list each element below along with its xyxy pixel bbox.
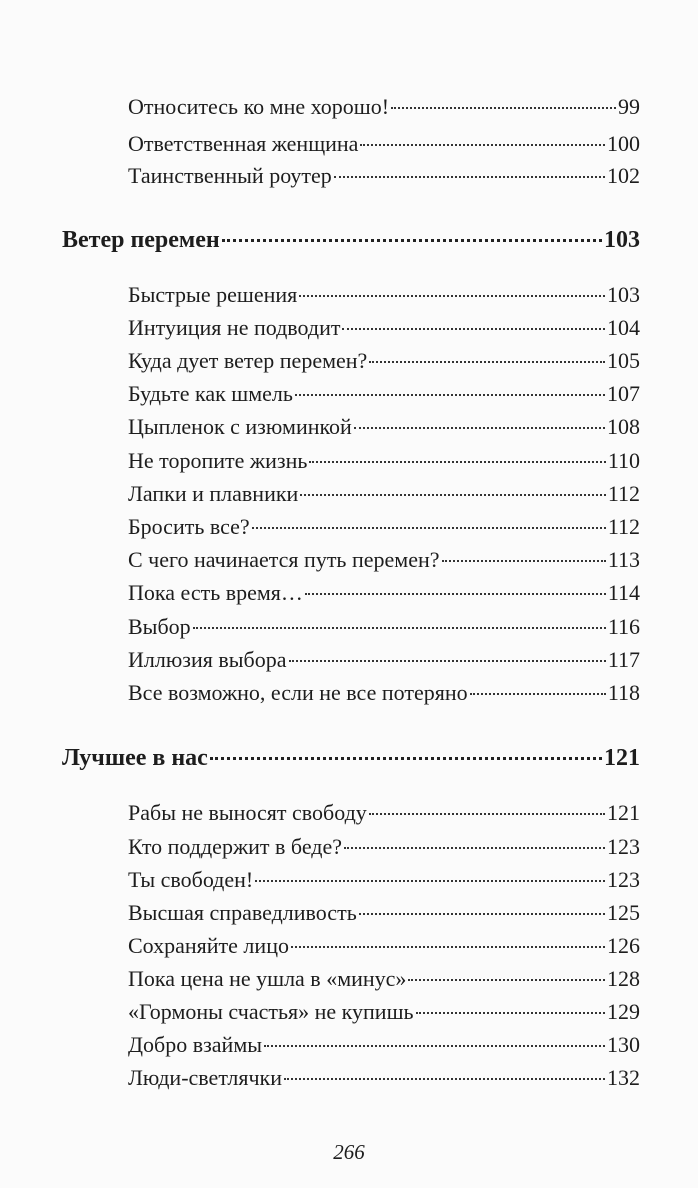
toc-entry: [128, 614, 640, 640]
toc-entry: [128, 580, 640, 606]
entry-title: Все возможно, если не все потеряно: [128, 680, 468, 705]
toc-entry: [128, 999, 640, 1025]
toc-entry: [128, 647, 640, 673]
entry-page-number: 108: [607, 414, 640, 439]
entry-page-number: 99: [618, 94, 640, 119]
dot-leader: [305, 593, 606, 595]
toc-entry: [128, 1065, 640, 1091]
toc-entry: [128, 867, 640, 893]
entry-page-number: 118: [607, 680, 640, 705]
toc-entry: [128, 680, 640, 706]
entry-page-number: 103: [607, 282, 640, 307]
toc-section-heading: [62, 227, 640, 254]
dot-leader: [360, 144, 605, 146]
toc-entry: [128, 315, 640, 341]
page-number: 266: [333, 1140, 365, 1164]
dot-leader: [252, 527, 606, 529]
entry-title: Не торопите жизнь: [128, 448, 308, 473]
dot-leader: [299, 295, 605, 297]
toc-entry: [128, 800, 640, 826]
entry-page-number: 102: [607, 163, 640, 188]
dot-leader: [210, 757, 602, 760]
entry-title: С чего начинается путь перемен?: [128, 547, 440, 572]
entry-page-number: 128: [607, 966, 640, 991]
entry-title: Ответственная женщина: [128, 131, 359, 156]
entry-title: Кто поддержит в беде?: [128, 834, 343, 859]
entry-title: Цыпленок с изюминкой: [128, 414, 352, 439]
entry-page-number: 121: [607, 800, 640, 825]
entry-title: Рабы не выносят свободу: [128, 800, 367, 825]
dot-leader: [470, 693, 606, 695]
entry-title: Интуиция не подводит: [128, 315, 341, 340]
entry-page-number: 100: [607, 131, 640, 156]
dot-leader: [264, 1045, 605, 1047]
toc-entry: [128, 131, 640, 157]
entry-page-number: 114: [607, 580, 640, 605]
dot-leader: [344, 847, 605, 849]
dot-leader: [359, 913, 605, 915]
entry-title: Пока есть время…: [128, 580, 303, 605]
entry-title: Сохраняйте лицо: [128, 933, 289, 958]
entry-page-number: 112: [607, 514, 640, 539]
dot-leader: [291, 946, 605, 948]
toc-entry: [128, 348, 640, 374]
entry-title: Люди-светлячки: [128, 1065, 283, 1090]
entry-page-number: 105: [607, 348, 640, 373]
toc-section-heading: [62, 745, 640, 772]
toc-entry: [128, 514, 640, 540]
entry-page-number: 129: [607, 999, 640, 1024]
toc-entry: [128, 547, 640, 573]
toc-entry: [128, 834, 640, 860]
dot-leader: [369, 813, 605, 815]
dot-leader: [295, 394, 605, 396]
entry-page-number: 121: [604, 745, 640, 771]
dot-leader: [369, 361, 605, 363]
dot-leader: [442, 560, 606, 562]
dot-leader: [300, 494, 605, 496]
toc-entry: [128, 163, 640, 189]
dot-leader: [193, 627, 606, 629]
toc-entry: [128, 381, 640, 407]
entry-page-number: 116: [607, 614, 640, 639]
toc-entry: [128, 481, 640, 507]
toc-entry: [128, 94, 640, 120]
dot-leader: [289, 660, 606, 662]
toc-entry: [128, 933, 640, 959]
entry-title: «Гормоны счастья» не купишь: [128, 999, 414, 1024]
entry-title: Высшая справедливость: [128, 900, 357, 925]
toc-entry: [128, 282, 640, 308]
entry-page-number: 125: [607, 900, 640, 925]
entry-page-number: 123: [607, 867, 640, 892]
dot-leader: [255, 880, 605, 882]
entry-page-number: 113: [607, 547, 640, 572]
dot-leader: [416, 1012, 605, 1014]
section-title: Лучшее в нас: [62, 745, 208, 771]
dot-leader: [284, 1078, 605, 1080]
dot-leader: [334, 176, 605, 178]
entry-title: Иллюзия выбора: [128, 647, 287, 672]
entry-page-number: 104: [607, 315, 640, 340]
entry-title: Добро взаймы: [128, 1032, 263, 1057]
entry-page-number: 132: [607, 1065, 640, 1090]
entry-title: Пока цена не ушла в «минус»: [128, 966, 407, 991]
entry-page-number: 130: [607, 1032, 640, 1057]
entry-page-number: 112: [607, 481, 640, 506]
dot-leader: [342, 328, 605, 330]
entry-page-number: 103: [604, 227, 640, 253]
dot-leader: [391, 107, 616, 109]
dot-leader: [309, 461, 605, 463]
toc-entry: [128, 414, 640, 440]
dot-leader: [222, 239, 602, 242]
entry-page-number: 117: [607, 647, 640, 672]
entry-page-number: 126: [607, 933, 640, 958]
entry-page-number: 107: [607, 381, 640, 406]
entry-page-number: 110: [607, 448, 640, 473]
section-title: Ветер перемен: [62, 227, 220, 253]
entry-title: Будьте как шмель: [128, 381, 293, 406]
toc-entry: [128, 966, 640, 992]
dot-leader: [354, 427, 605, 429]
entry-title: Быстрые решения: [128, 282, 298, 307]
dot-leader: [408, 979, 605, 981]
entry-title: Бросить все?: [128, 514, 250, 539]
entry-title: Лапки и плавники: [128, 481, 299, 506]
entry-title: Таинственный роутер: [128, 163, 332, 188]
toc-entry: [128, 1032, 640, 1058]
toc-entry: [128, 900, 640, 926]
toc-entry: [128, 448, 640, 474]
entry-title: Выбор: [128, 614, 191, 639]
entry-title: Относитесь ко мне хорошо!: [128, 94, 390, 119]
entry-title: Ты свободен!: [128, 867, 254, 892]
entry-title: Куда дует ветер перемен?: [128, 348, 368, 373]
entry-page-number: 123: [607, 834, 640, 859]
